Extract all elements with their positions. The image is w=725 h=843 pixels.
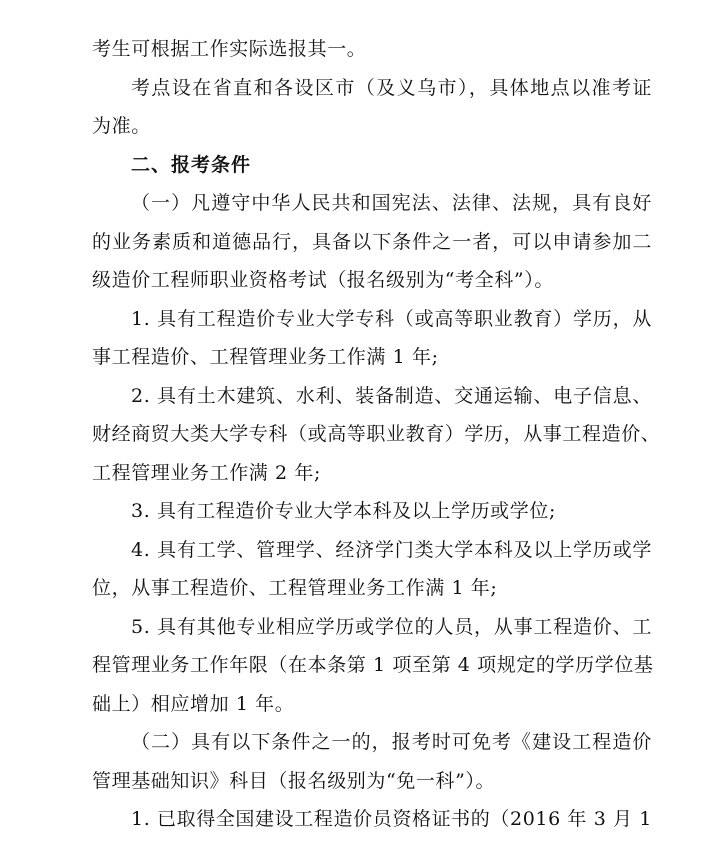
text-line-8: 1. 具有工程造价专业大学专科（或高等职业教育）学历，从 [131,308,652,330]
section-heading: 二、报考条件 [131,154,252,176]
text-line-15: 位，从事工程造价、工程管理业务工作满 1 年; [92,577,498,599]
text-line-16: 5. 具有其他专业相应学历或学位的人员，从事工程造价、工 [131,616,652,638]
text-line-19: （二）具有以下条件之一的，报考时可免考《建设工程造价 [131,731,652,753]
text-line-1: 考生可根据工作实际选报其一。 [92,38,367,60]
text-line-2: 考点设在省直和各设区市（及义乌市），具体地点以准考证 [131,77,652,99]
text-line-14: 4. 具有工学、管理学、经济学门类大学本科及以上学历或学 [131,539,652,561]
text-line-12: 工程管理业务工作满 2 年; [92,462,321,484]
text-line-13: 3. 具有工程造价专业大学本科及以上学历或学位; [131,500,556,522]
text-line-7: 级造价工程师职业资格考试（报名级别为“考全科”）。 [92,269,554,291]
text-line-5: （一）凡遵守中华人民共和国宪法、法律、法规，具有良好 [131,192,652,214]
text-line-6: 的业务素质和道德品行，具备以下条件之一者，可以申请参加二 [92,231,652,253]
text-line-10: 2. 具有土木建筑、水利、装备制造、交通运输、电子信息、 [131,385,652,407]
text-line-18: 础上）相应增加 1 年。 [92,693,295,715]
text-line-3: 为准。 [92,115,151,137]
text-line-21: 1. 已取得全国建设工程造价员资格证书的（2016 年 3 月 1 [131,808,652,830]
text-line-17: 程管理业务工作年限（在本条第 1 项至第 4 项规定的学历学位基 [92,654,654,676]
text-line-20: 管理基础知识》科目（报名级别为“免一科”）。 [92,770,496,792]
text-line-9: 事工程造价、工程管理业务工作满 1 年; [92,346,439,368]
text-line-11: 财经商贸大类大学专科（或高等职业教育）学历，从事工程造价、 [92,423,661,445]
